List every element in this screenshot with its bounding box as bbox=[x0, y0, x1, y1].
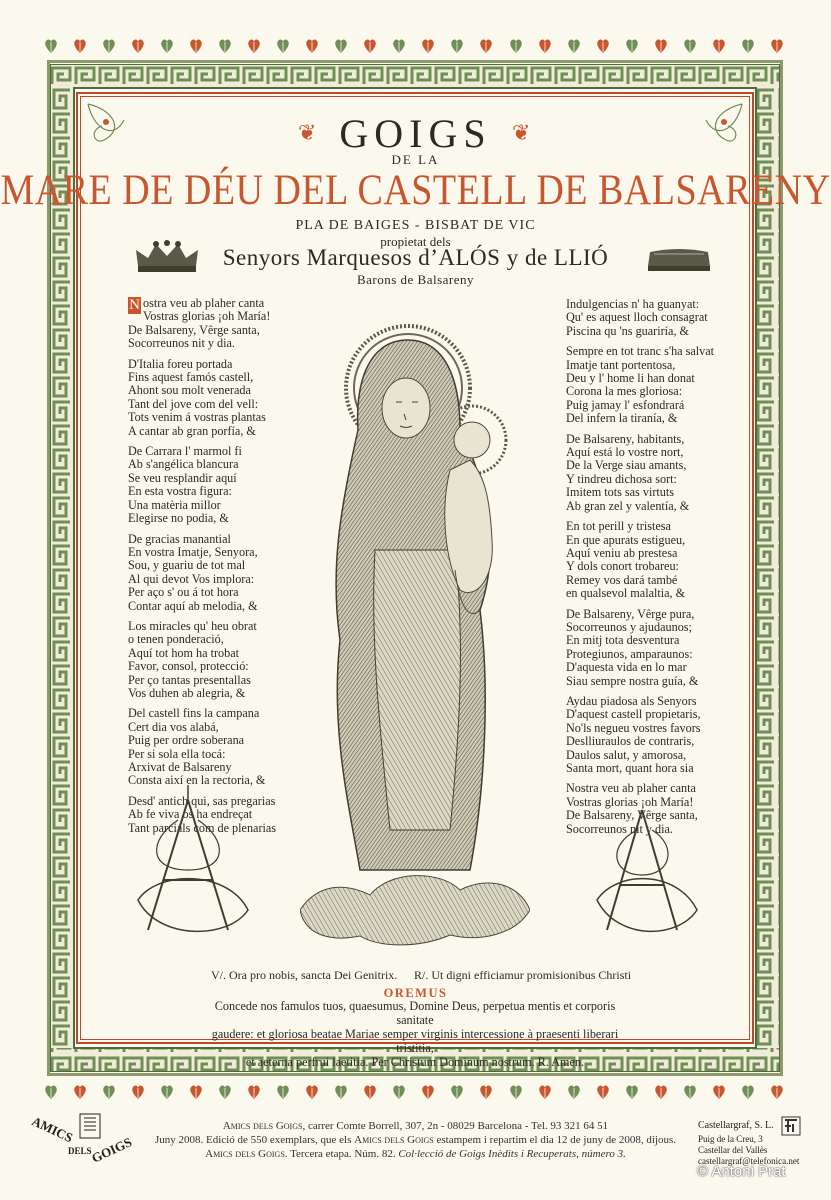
verse-line: Desd' antich qui, sas pregarias bbox=[128, 793, 276, 808]
crown-right-icon bbox=[644, 246, 714, 272]
verse-line: Ab fe viva os ha endreçat bbox=[128, 807, 253, 822]
verse-line: Aydau piadosa als Senyors bbox=[566, 693, 697, 708]
prayer-line: Concede nos famulos tuos, quaesumus, Domine Deus, perpetua mentis et corporis sanitate bbox=[214, 999, 616, 1027]
heart-ornament-icon bbox=[305, 36, 319, 54]
verse-line: Per ço tantas presentallas bbox=[128, 672, 251, 687]
svg-text:DELS: DELS bbox=[68, 1146, 92, 1156]
heart-ornament-icon bbox=[334, 1082, 348, 1100]
left-stanza-3 bbox=[128, 533, 303, 613]
printer-email: castellargraf@telefonica.net bbox=[698, 1156, 800, 1166]
heart-ornament-icon bbox=[625, 1082, 639, 1100]
verse-line: Imatje tant portentosa, bbox=[566, 357, 676, 372]
verse-line: De Balsareny, habitants, bbox=[566, 431, 685, 446]
heart-ornament-icon bbox=[73, 1082, 87, 1100]
verse-line: Ab gran zel y valentía, & bbox=[566, 498, 690, 513]
verse-line: A cantar ab gran porfía, & bbox=[128, 423, 256, 438]
heart-ornament-icon bbox=[160, 1082, 174, 1100]
verse-line: o tenen ponderació, bbox=[128, 632, 224, 647]
verse-line: Se veu resplandir aquí bbox=[128, 470, 237, 485]
verse-line: Del infern la tiranía, & bbox=[566, 411, 678, 426]
top-heart-border bbox=[44, 36, 784, 58]
left-stanza-4 bbox=[128, 620, 303, 700]
verse-line: Socorreunos nit y dia. bbox=[128, 336, 235, 351]
monogram-right bbox=[582, 790, 712, 950]
heart-ornament-icon bbox=[683, 1082, 697, 1100]
verse-line: Qu' es aquest lloch consagrat bbox=[566, 310, 708, 325]
verse-line: Arxivat de Balsareny bbox=[128, 760, 232, 774]
verse-line: De la Verge siau amants, bbox=[566, 458, 687, 473]
heart-ornament-icon bbox=[44, 36, 58, 54]
heart-ornament-icon bbox=[567, 1082, 581, 1100]
title-de-la: DE LA bbox=[391, 152, 440, 167]
verse-line: Al qui devot Vos implora: bbox=[128, 571, 255, 586]
verse-line: D'aquesta vida en lo mar bbox=[566, 660, 687, 675]
heart-ornament-icon bbox=[450, 36, 464, 54]
heart-ornament-icon bbox=[276, 36, 290, 54]
monogram-left bbox=[118, 780, 268, 950]
page-title: GOIGS bbox=[339, 111, 492, 156]
heart-ornament-icon bbox=[218, 1082, 232, 1100]
heart-ornament-icon bbox=[596, 1082, 610, 1100]
verse-line: Elegirse no podia, & bbox=[128, 511, 229, 526]
left-verse-column bbox=[128, 297, 303, 842]
verse-line: Ahont sou molt venerada bbox=[128, 383, 251, 398]
verse-line: Consta així en la rectoria, & bbox=[128, 773, 266, 788]
prayer-line: et aeterna perfrui laetitia. Per Christum Dominum nostrum. R. Amen. bbox=[245, 1055, 585, 1069]
drop-cap: N bbox=[129, 297, 140, 313]
heart-ornament-icon bbox=[625, 36, 639, 54]
verse-line: De Balsareny, Vêrge santa, bbox=[566, 808, 698, 823]
verse-line: Aquí está lo vostre nort, bbox=[566, 445, 684, 460]
printer-address-1: Puig de la Creu, 3 bbox=[698, 1134, 763, 1144]
verse-line: Cert dia vos alabá, bbox=[128, 719, 219, 734]
verse-line: Nostra veu ab plaher canta bbox=[566, 781, 696, 796]
heart-ornament-icon bbox=[102, 36, 116, 54]
verse-line: Una matèria millor bbox=[128, 497, 221, 512]
heart-ornament-icon bbox=[131, 36, 145, 54]
verse-line: En que apurats estigueu, bbox=[566, 532, 686, 547]
verse-line: Socorreunos nit y dia. bbox=[566, 821, 673, 836]
verse-line: Remey vos dará també bbox=[566, 572, 678, 587]
verse-line: De Balsareny, Vêrge pura, bbox=[566, 606, 695, 621]
prayer-line: gaudere: et gloriosa beatae Mariae semper virginis intercessione à praesenti liberari tristitia, bbox=[211, 1027, 619, 1055]
prayer-text bbox=[200, 999, 630, 1069]
verse-line: Vos duhen ab alegria, & bbox=[128, 685, 246, 700]
verse-line: Sou, y guariu de tot mal bbox=[128, 558, 246, 573]
heart-ornament-icon bbox=[741, 1082, 755, 1100]
verse-line: Del castell fins la campana bbox=[128, 706, 260, 721]
heart-ornament-icon bbox=[509, 36, 523, 54]
heart-ornament-icon bbox=[392, 36, 406, 54]
verse-line: Tant parcials com de plenarias bbox=[128, 820, 277, 835]
verse-line: Fins aquest famós castell, bbox=[128, 370, 254, 385]
amics-dels-goigs-logo bbox=[28, 1110, 138, 1166]
verse-line: Aquí veniu ab prestesa bbox=[566, 545, 678, 560]
verse-line: En mitj tota desventura bbox=[566, 633, 680, 648]
left-stanza-1 bbox=[128, 358, 303, 438]
verse-line: No'ls negueu vostres favors bbox=[566, 720, 701, 735]
response: R/. Ut digni efficiamur promisionibus Christi bbox=[414, 968, 632, 982]
virgin-and-child-engraving bbox=[300, 310, 530, 950]
oremus-heading: OREMUS bbox=[383, 986, 448, 1000]
owners-line: Senyors Marquesos d’ALÓS y de LLIÓ bbox=[222, 245, 609, 270]
verse-line: Contar aquí ab melodia, & bbox=[128, 598, 258, 613]
verse-line: De Balsareny, Vêrge santa, bbox=[128, 322, 260, 337]
title-flourish-right-icon: ❦ bbox=[512, 120, 531, 145]
printer-logo-icon bbox=[781, 1116, 801, 1136]
footer-edition: Juny 2008. Edició de 550 exemplars, que els Amics dels Goigs estampem i repartim el dia 12 de juny de 2008, dijous. bbox=[154, 1134, 677, 1146]
heart-ornament-icon bbox=[770, 36, 784, 54]
verse-line: Los miracles qu' heu obrat bbox=[128, 618, 257, 633]
verse-line: D'aquest castell propietaris, bbox=[566, 707, 701, 722]
heart-ornament-icon bbox=[131, 1082, 145, 1100]
verse-line: D'Italia foreu portada bbox=[128, 356, 233, 371]
heart-ornament-icon bbox=[479, 1082, 493, 1100]
verse-line: Per aço s' ou á tot hora bbox=[128, 585, 239, 600]
heart-ornament-icon bbox=[538, 36, 552, 54]
crown-left-icon bbox=[132, 238, 202, 274]
heart-ornament-icon bbox=[654, 36, 668, 54]
heart-ornament-icon bbox=[44, 1082, 58, 1100]
heart-ornament-icon bbox=[276, 1082, 290, 1100]
verse-line: Y dols conort trobareu: bbox=[566, 559, 679, 574]
barons-line: Barons de Balsareny bbox=[356, 272, 475, 287]
heart-ornament-icon bbox=[189, 1082, 203, 1100]
heart-ornament-icon bbox=[538, 1082, 552, 1100]
heart-ornament-icon bbox=[654, 1082, 668, 1100]
verse-line: Favor, consol, protecció: bbox=[128, 659, 249, 674]
verse-line: en qualsevol malaltia, & bbox=[566, 586, 686, 601]
heart-ornament-icon bbox=[712, 36, 726, 54]
heart-ornament-icon bbox=[421, 36, 435, 54]
title-subject: MARE DE DÉU DEL CASTELL DE BALSARENY bbox=[0, 165, 831, 215]
right-stanza-2 bbox=[566, 433, 756, 513]
copyright-watermark: © Antoni Prat bbox=[697, 1163, 786, 1180]
printer-name: Castellargraf, S. L. bbox=[698, 1120, 774, 1131]
verse-line: Vostras glorias ¡oh María! bbox=[143, 309, 271, 324]
right-stanza-1 bbox=[566, 345, 756, 425]
verse-line: Socorreunos y ajudaunos; bbox=[566, 619, 692, 634]
heart-ornament-icon bbox=[73, 36, 87, 54]
left-stanza-5 bbox=[128, 707, 303, 787]
heart-ornament-icon bbox=[567, 36, 581, 54]
right-stanza-0 bbox=[566, 298, 756, 338]
right-stanza-5 bbox=[566, 695, 756, 775]
verse-line: Aquí tot hom ha trobat bbox=[128, 645, 240, 660]
verse-line: Deslliuraulos de contraris, bbox=[566, 734, 695, 749]
propietat-line: propietat dels bbox=[380, 234, 451, 249]
title-flourish-left-icon: ❦ bbox=[298, 120, 317, 145]
verse-line: Corona la mes gloriosa: bbox=[566, 384, 683, 399]
right-verse-column bbox=[566, 298, 756, 843]
heart-ornament-icon bbox=[218, 36, 232, 54]
verse-line: Deu y l' home li han donat bbox=[566, 371, 695, 386]
heart-ornament-icon bbox=[160, 36, 174, 54]
heart-ornament-icon bbox=[741, 36, 755, 54]
left-stanza-0 bbox=[128, 297, 303, 351]
heart-ornament-icon bbox=[509, 1082, 523, 1100]
heart-ornament-icon bbox=[421, 1082, 435, 1100]
heart-ornament-icon bbox=[450, 1082, 464, 1100]
verse-line: Tots venim á vostras plantas bbox=[128, 410, 266, 425]
heart-ornament-icon bbox=[392, 1082, 406, 1100]
footer-address: Amics dels Goigs, carrer Comte Borrell, 307, 2n - 08029 Barcelona - Tel. 93 321 64 51 bbox=[222, 1120, 609, 1132]
heart-ornament-icon bbox=[479, 36, 493, 54]
verse-line: Imitem tots sas virtuts bbox=[566, 485, 674, 500]
heart-ornament-icon bbox=[247, 36, 261, 54]
footer-collection: Amics dels Goigs. Tercera etapa. Núm. 82. Col·lecció de Goigs Inèdits i Recuperats, número 3. bbox=[205, 1148, 626, 1160]
verse-line: Daulos salut, y amorosa, bbox=[566, 747, 687, 762]
printer-address-2: Castellar del Vallès bbox=[698, 1145, 768, 1155]
heart-ornament-icon bbox=[770, 1082, 784, 1100]
verse-line: Piscina qu 'ns guariría, & bbox=[566, 323, 690, 338]
left-stanza-2 bbox=[128, 445, 303, 525]
verse-line: N ostra veu ab plaher canta bbox=[129, 296, 265, 313]
verse-line: Y tindreu dichosa sort: bbox=[566, 471, 677, 486]
verse-line: Ab s'angélica blancura bbox=[128, 457, 239, 472]
heart-ornament-icon bbox=[712, 1082, 726, 1100]
verse-line: En esta vostra figura: bbox=[128, 484, 232, 499]
verse-line: De Carrara l' marmol fi bbox=[128, 444, 242, 459]
verse-line: Vostras glorias ¡oh María! bbox=[566, 794, 694, 809]
verse-line: Sempre en tot tranc s'ha salvat bbox=[566, 344, 715, 359]
bottom-heart-border bbox=[44, 1082, 784, 1104]
heart-ornament-icon bbox=[102, 1082, 116, 1100]
heart-ornament-icon bbox=[683, 36, 697, 54]
verse-line: De gracias manantial bbox=[128, 531, 231, 546]
heart-ornament-icon bbox=[363, 1082, 377, 1100]
heart-ornament-icon bbox=[305, 1082, 319, 1100]
right-stanza-4 bbox=[566, 608, 756, 688]
heart-ornament-icon bbox=[189, 36, 203, 54]
verse-line: Protegiunos, amparaunos: bbox=[566, 646, 693, 661]
location-line: PLA DE BAIGES - BISBAT DE VIC bbox=[295, 218, 536, 233]
verse-line: Per si sola ella tocá: bbox=[128, 746, 226, 761]
verse-line: En tot perill y tristesa bbox=[566, 519, 671, 534]
verse-line: Tant del jove com del vell: bbox=[128, 396, 259, 411]
verse-line: En vostra Imatje, Senyora, bbox=[128, 544, 258, 559]
svg-text:GOIGS: GOIGS bbox=[89, 1134, 135, 1166]
verse-line: Puig per ordre soberana bbox=[128, 733, 245, 748]
verse-line: Puig jamay l' esfondrará bbox=[566, 397, 685, 412]
verse-line: Indulgencias n' ha guanyat: bbox=[566, 297, 700, 311]
svg-text:AMICS: AMICS bbox=[29, 1113, 76, 1146]
heart-ornament-icon bbox=[363, 36, 377, 54]
heart-ornament-icon bbox=[247, 1082, 261, 1100]
heart-ornament-icon bbox=[596, 36, 610, 54]
right-stanza-3 bbox=[566, 520, 756, 600]
heart-ornament-icon bbox=[334, 36, 348, 54]
verse-line: Santa mort, quant hora sia bbox=[566, 761, 694, 775]
versicle: V/. Ora pro nobis, sancta Dei Genitrix. bbox=[211, 968, 398, 982]
verse-line: Siau sempre nostra guía, & bbox=[566, 673, 699, 688]
